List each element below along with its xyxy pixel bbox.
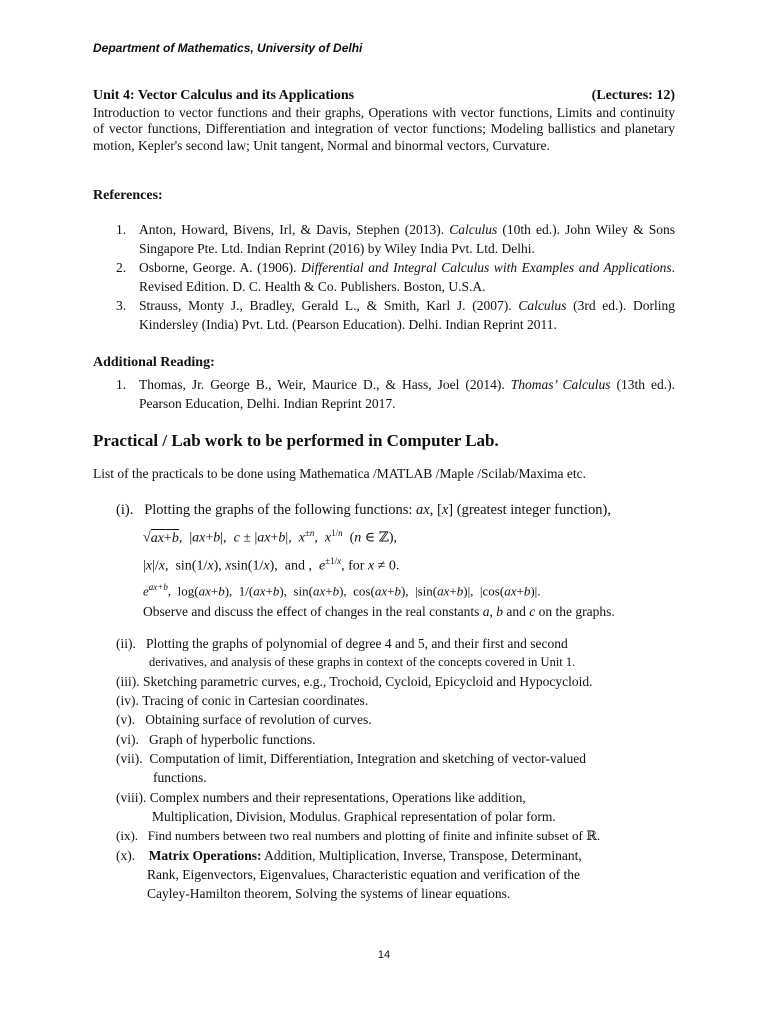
list-item: (ii). Plotting the graphs of polynomial of degree 4 and 5, and their first and second: [116, 636, 568, 651]
references-list: [93, 220, 675, 334]
reference-title: Differential and Integral Calculus with Examples and Applications: [301, 260, 672, 275]
list-item-continued: Cayley-Hamilton theorem, Solving the systems of linear equations.: [147, 886, 511, 901]
document-page: Department of Mathematics, University of Delhi Unit 4: Vector Calculus and its Applications (Lectures: 12) Introduction to vector functions and their graphs, Operations with vector functions, Limits and continuity of vector functions, Differentiation and integration of vector functions; Modeling ballistics and planetary motion, Kepler's second law; Unit tangent, Normal and binormal vectors, Curvature. References: 1. Anton, Howard, Bivens, Irl, & Davis, Stephen (2013). Calculus (10th ed.). John Wiley & Sons Singapore Pte. Ltd. Indian Reprint (2016) by Wiley India Pvt. Ltd. Delhi. 2. Osborne, George. A. (1906). Differential and Integral Calculus with Examples and Applications. Revised Edition. D. C. Health & Co. Publishers. Boston, U.S.A. 3. Strauss, Monty J., Bradley, Gerald L., & Smith, Karl J. (2007). Calculus (3rd ed.). Dorling Kindersley (India) Pvt. Ltd. (Pearson Education). Delhi. Indian Reprint 2011. Additional Reading: 1. Thomas, Jr. George B., Weir, Maurice D., & Hass, Joel (2014). Thomas’ Calculus (13th ed.). Pearson Education, Delhi. Indian Reprint 2017. Practical / Lab work to be performed in Computer Lab. List of the practicals to be done using Mathematica /MATLAB /Maple /Scilab/Maxima etc. (i). Plotting the graphs of the following functions: ax, [x] (greatest integer function), √ax+b, |ax+b|, c ± |ax+b|, $x^{\pm n}$, $x^{1/n}$ (n ∈ ℤ), |x|/x, sin(1/x), xsin(1/x), and , $e^{\pm 1/x}$, for x ≠ 0. $e^{ax+b}$, log(ax+b), 1/(ax+b), sin(ax+b), cos(ax+b), |sin(ax+b)|, |cos(ax+b)|. Observe and discuss the effect of changes in the real constants a, b and c on the graphs. (ii). Plotting the graphs of polynomial of degree 4 and 5, and their first and second derivatives, and analysis of these graphs in context of the concepts covered in Unit 1. (iii). Sketching parametric curves, e.g., Trochoid, Cycloid, Epicycloid and Hypocycloid. (iv). Tracing of conic in Cartesian coordinates. (v). Obtaining surface of revolution of curves. (vi). Graph of hyperbolic functions. (vii). Computation of limit, Differentiation, Integration and sketching of vector-valued functions. (viii). Complex numbers and their representations, Operations like addition, Multiplication, Division, Modulus. Graphical representation of polar form. (ix). Find numbers between two real numbers and plotting of finite and infinite subset of ℝ. (x). Matrix Operations: Addition, Multiplication, Inverse, Transpose, Determinant, Rank, Eigenvectors, Eigenvalues, Characteristic equation and verification of the Cayley-Hamilton theorem, Solving the systems of linear equations. 14: [0, 0, 768, 1024]
reference-item: 3. Strauss, Monty J., Bradley, Gerald L., & Smith, Karl J. (2007). Calculus (3rd ed.). Dorling Kindersley (India) Pvt. Ltd. (Pearson Education). Delhi. Indian Reprint 2011.: [116, 298, 675, 332]
unit-heading: [93, 88, 675, 104]
list-item: (vi). Graph of hyperbolic functions.: [116, 732, 316, 747]
formula-row-3: $e^{ax+b}$, log(ax+b), 1/(ax+b), sin(ax+b), cos(ax+b), |sin(ax+b)|, |cos(ax+b)|.: [143, 582, 541, 599]
unit-lectures: (Lectures: 12): [591, 88, 675, 103]
list-item: (ix). Find numbers between two real numbers and plotting of finite and infinite subset of ℝ.: [116, 828, 601, 843]
formula-row-2: |x|/x, sin(1/x), xsin(1/x), and , $e^{\pm 1/x}$, for x ≠ 0.: [143, 556, 400, 574]
list-item-continued: derivatives, and analysis of these graphs in context of the concepts covered in Unit 1.: [149, 655, 576, 669]
reference-title: Calculus: [449, 222, 498, 237]
item-number: (vi).: [116, 732, 139, 747]
reference-item: 1. Thomas, Jr. George B., Weir, Maurice D., & Hass, Joel (2014). Thomas’ Calculus (13th ed.). Pearson Education, Delhi. Indian Reprint 2017.: [116, 377, 675, 411]
list-item: (iv). Tracing of conic in Cartesian coordinates.: [116, 693, 369, 708]
practical-intro: List of the practicals to be done using Mathematica /MATLAB /Maple /Scilab/Maxima etc.: [93, 466, 587, 481]
list-item: (iii). Sketching parametric curves, e.g., Trochoid, Cycloid, Epicycloid and Hypocycloid.: [116, 674, 593, 689]
item-number: (ii).: [116, 636, 136, 651]
list-item-continued: functions.: [153, 770, 207, 785]
reference-title: Thomas’ Calculus: [510, 377, 611, 392]
reference-title: Calculus: [518, 298, 567, 313]
list-item: (v). Obtaining surface of revolution of curves.: [116, 712, 372, 727]
references-heading: References:: [93, 188, 163, 203]
reference-item: 1. Anton, Howard, Bivens, Irl, & Davis, Stephen (2013). Calculus (10th ed.). John Wiley & Sons Singapore Pte. Ltd. Indian Reprint (2016) by Wiley India Pvt. Ltd. Delhi.: [116, 222, 675, 256]
list-item: (vii). Computation of limit, Differentiation, Integration and sketching of vector-valued: [116, 751, 586, 766]
item-number: (ix).: [116, 828, 139, 843]
item-number: (iii).: [116, 674, 140, 689]
item-number: (i).: [116, 502, 134, 518]
list-item-continued: Rank, Eigenvectors, Eigenvalues, Characteristic equation and verification of the: [147, 867, 580, 882]
unit-title: Unit 4: Vector Calculus and its Applications: [93, 88, 355, 103]
practical-heading: Practical / Lab work to be performed in Computer Lab.: [93, 431, 499, 450]
item-number: (vii).: [116, 751, 143, 766]
item-number: (iv).: [116, 693, 139, 708]
formula: ax: [416, 502, 430, 518]
additional-reading-list: [93, 375, 675, 413]
department-header: Department of Mathematics, University of Delhi: [93, 41, 363, 55]
list-item: (x). Matrix Operations: Addition, Multiplication, Inverse, Transpose, Determinant,: [116, 848, 582, 863]
item-number: (x).: [116, 848, 136, 863]
additional-reading-heading: Additional Reading:: [93, 355, 215, 370]
list-item: (viii). Complex numbers and their representations, Operations like addition,: [116, 790, 526, 805]
item-number: (v).: [116, 712, 136, 727]
unit-description: Introduction to vector functions and their graphs, Operations with vector functions, Limits and continuity of vector functions, Differentiation and integration of vector functions; Modeling ballistics and planetary motion, Kepler's second law; Unit tangent, Normal and binormal vectors, Curvature.: [93, 105, 675, 153]
reference-item: 2. Osborne, George. A. (1906). Differential and Integral Calculus with Examples and Applications. Revised Edition. D. C. Health & Co. Publishers. Boston, U.S.A.: [116, 260, 675, 294]
formula-row-1: √ax+b, |ax+b|, c ± |ax+b|, $x^{\pm n}$, $x^{1/n}$ (n ∈ ℤ),: [143, 528, 398, 546]
list-item-continued: Multiplication, Division, Modulus. Graphical representation of polar form.: [152, 809, 556, 824]
item-number: (viii).: [116, 790, 147, 805]
page-number: 14: [377, 949, 391, 961]
observe-text: Observe and discuss the effect of changes in the real constants a, b and c on the graphs.: [143, 604, 615, 619]
